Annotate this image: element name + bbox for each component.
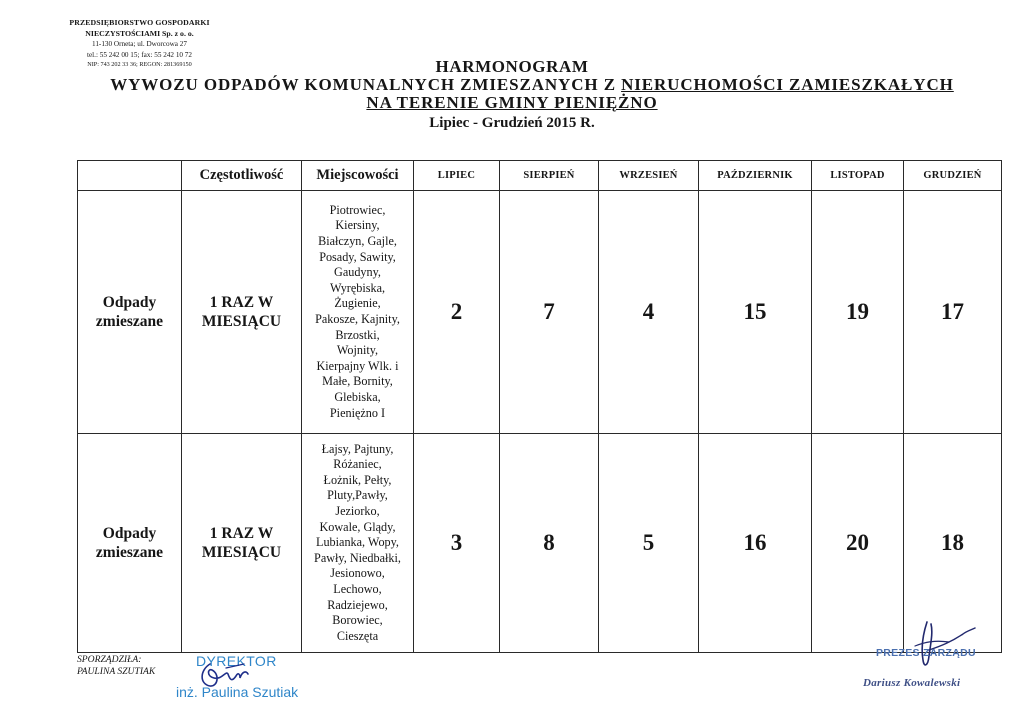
date-october: 15	[699, 191, 812, 434]
locality-line: Pluty,Pawły,	[327, 488, 388, 503]
locality-line: Łajsy, Pajtuny,	[321, 441, 394, 456]
locality-line: Pawły, Niedbałki,	[314, 550, 401, 565]
locality-line: Jesionowo,	[330, 566, 385, 581]
locality-line: Borowiec,	[332, 613, 383, 628]
locality-line: Posady, Sawity,	[319, 249, 396, 264]
locality-line: Lubianka, Wopy,	[316, 535, 399, 550]
header-month-december: GRUDZIEŃ	[904, 161, 1002, 191]
locality-line: Piotrowiec,	[329, 202, 386, 217]
frequency-cell	[182, 434, 302, 653]
prepared-by-name: PAULINA SZUTIAK	[77, 665, 156, 677]
header-month-october: PAŹDZIERNIK	[699, 161, 812, 191]
locality-line: Białczyn, Gajle,	[318, 234, 397, 249]
stamp-line-address: 11-130 Orneta; ul. Dworcowa 27	[92, 40, 187, 48]
date-august: 8	[500, 434, 599, 653]
locality-line: Żugienie,	[334, 296, 381, 311]
localities-cell	[302, 191, 414, 434]
stamp-line-phone: tel.: 55 242 00 15; fax: 55 242 10 72	[86, 50, 192, 59]
document-subtitle-line-2: NA TERENIE GMINY PIENIĘŻNO	[366, 93, 658, 112]
prepared-by-label: SPORZĄDZIŁA:	[77, 654, 142, 665]
locality-line: Lechowo,	[333, 581, 382, 596]
stamp-line-company-2: NIECZYSTOŚCIAMI Sp. z o. o.	[85, 28, 194, 38]
locality-line: Pieniężno I	[329, 405, 386, 420]
director-name: inż. Paulina Szutiak	[176, 684, 299, 700]
locality-line: Różaniec,	[333, 457, 382, 472]
director-title: DYREKTOR	[196, 653, 277, 669]
header-month-september: WRZESIEŃ	[599, 161, 699, 191]
waste-type-line-2: zmieszane	[95, 544, 164, 561]
date-july: 3	[414, 434, 500, 653]
header-localities: Miejscowości	[302, 161, 414, 191]
date-october: 16	[699, 434, 812, 653]
locality-line: Wyrębiska,	[329, 280, 386, 295]
header-empty	[78, 161, 182, 191]
stamp-line-nip: NIP: 743 202 33 36; REGON: 281369150	[87, 61, 192, 68]
date-july: 2	[414, 191, 500, 434]
president-title: PREZES ZARZĄDU	[876, 647, 976, 659]
locality-line: Łożnik, Pełty,	[323, 472, 392, 487]
frequency-line-2: MIESIĄCU	[201, 544, 282, 561]
locality-line: Pakosze, Kajnity,	[315, 312, 400, 326]
header-month-july: LIPIEC	[414, 161, 500, 191]
date-december: 18	[904, 434, 1002, 653]
locality-line: Brzostki,	[335, 327, 380, 342]
frequency-line-1: 1 RAZ W	[209, 294, 274, 311]
date-november: 20	[812, 434, 904, 653]
locality-line: Małe, Bornity,	[322, 374, 393, 389]
date-december: 17	[904, 191, 1002, 434]
waste-type-line-2: zmieszane	[95, 313, 164, 330]
document-subtitle	[0, 76, 1024, 94]
date-november: 19	[812, 191, 904, 434]
header-frequency: Częstotliwość	[182, 161, 302, 191]
locality-line: Cieszęta	[336, 628, 379, 643]
table-row	[78, 191, 1002, 434]
locality-line: Wojnity,	[336, 343, 379, 358]
prepared-by	[77, 654, 155, 677]
locality-line: Kiersiny,	[335, 218, 380, 233]
waste-type-line-1: Odpady	[102, 294, 157, 311]
schedule-table	[77, 160, 1002, 653]
header-month-august: SIERPIEŃ	[500, 161, 599, 191]
waste-type-cell	[78, 434, 182, 653]
waste-type-line-1: Odpady	[102, 525, 157, 542]
header-row	[78, 161, 1002, 191]
date-september: 4	[599, 191, 699, 434]
document-period: Lipiec - Grudzień 2015 R.	[429, 115, 595, 131]
date-august: 7	[500, 191, 599, 434]
frequency-cell	[182, 191, 302, 434]
localities-cell	[302, 434, 414, 653]
subtitle-part-1: WYWOZU ODPADÓW KOMUNALNYCH ZMIESZANYCH Z	[110, 75, 622, 94]
locality-line: Gaudyny,	[334, 265, 381, 280]
president-name: Dariusz Kowalewski	[863, 677, 961, 689]
frequency-line-1: 1 RAZ W	[209, 525, 274, 542]
subtitle-part-2: NIERUCHOMOŚCI ZAMIESZKAŁYCH	[621, 75, 954, 94]
locality-line: Glebiska,	[334, 389, 381, 404]
table-row	[78, 434, 1002, 653]
locality-line: Kowale, Glądy,	[319, 519, 396, 534]
document-title: HARMONOGRAM	[435, 57, 589, 76]
locality-line: Jeziorko,	[335, 504, 380, 519]
locality-line: Radziejewo,	[327, 597, 388, 612]
stamp-line-company: PRZEDSIĘBIORSTWO GOSPODARKI	[69, 18, 210, 27]
waste-type-cell	[78, 191, 182, 434]
header-month-november: LISTOPAD	[812, 161, 904, 191]
date-september: 5	[599, 434, 699, 653]
frequency-line-2: MIESIĄCU	[201, 313, 282, 330]
president-signature	[905, 616, 985, 672]
document-header	[0, 58, 1024, 133]
locality-line: Kierpajny Wlk. i	[316, 358, 399, 373]
